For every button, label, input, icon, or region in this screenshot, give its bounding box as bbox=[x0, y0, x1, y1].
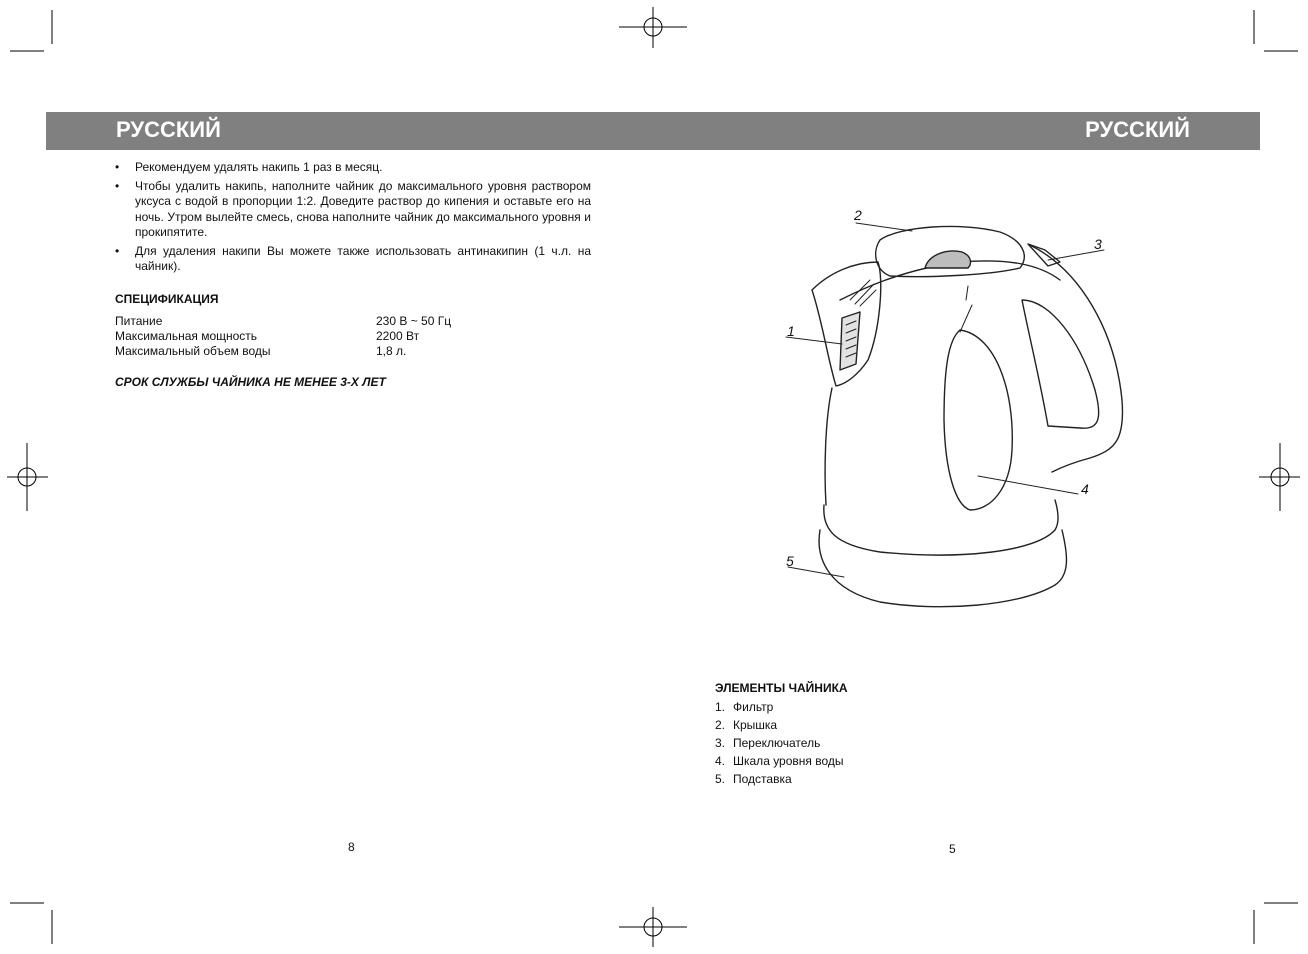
lifetime-note: СРОК СЛУЖБЫ ЧАЙНИКА НЕ МЕНЕЕ 3-Х ЛЕТ bbox=[115, 375, 386, 389]
callout-3: 3 bbox=[1094, 236, 1102, 252]
callout-4: 4 bbox=[1081, 481, 1089, 497]
parts-heading: ЭЛЕМЕНТЫ ЧАЙНИКА bbox=[715, 681, 848, 695]
parts-list bbox=[715, 698, 844, 788]
spec-row bbox=[115, 329, 451, 344]
list-item: • Чтобы удалить накипь, наполните чайник до максимального уровня раствором уксуса с водой в пропорции 1:2. Доведите раствор до кипения и оставьте его на ночь. Утром вылейте смесь, снова наполните чайник до максимального уровня и прокипятите. bbox=[115, 178, 591, 239]
registration-mark-left bbox=[7, 443, 48, 511]
list-item: 3. Переключатель bbox=[715, 736, 821, 750]
spec-value: 1,8 л. bbox=[376, 344, 407, 358]
spec-value: 2200 Вт bbox=[376, 329, 420, 343]
header-title-right: РУССКИЙ bbox=[1085, 117, 1190, 142]
spec-label: Максимальный объем воды bbox=[115, 344, 271, 358]
list-item: • Для удаления накипи Вы можете также использовать антинакипин (1 ч.л. на чайник). bbox=[115, 243, 591, 273]
registration-mark-right bbox=[1259, 443, 1300, 511]
list-item: 5. Подставка bbox=[715, 772, 792, 786]
page-number-left: 8 bbox=[348, 840, 355, 854]
header-title-left: РУССКИЙ bbox=[116, 117, 221, 142]
registration-mark-top bbox=[619, 7, 687, 48]
callout-1: 1 bbox=[787, 323, 795, 339]
spec-label: Питание bbox=[115, 314, 163, 328]
spec-row bbox=[115, 314, 451, 329]
spec-value: 230 В ~ 50 Гц bbox=[376, 314, 452, 328]
spec-row bbox=[115, 344, 451, 359]
list-item: 1. Фильтр bbox=[715, 700, 774, 714]
section-header-bar bbox=[46, 112, 1260, 150]
registration-mark-bottom bbox=[619, 907, 687, 947]
maintenance-bullets bbox=[115, 160, 591, 278]
callout-5: 5 bbox=[786, 553, 794, 569]
list-item: • Рекомендуем удалять накипь 1 раз в месяц. bbox=[115, 160, 383, 174]
list-item: 4. Шкала уровня воды bbox=[715, 754, 844, 768]
callout-2: 2 bbox=[854, 207, 862, 223]
list-item: 2. Крышка bbox=[715, 718, 778, 732]
spec-label: Максимальная мощность bbox=[115, 329, 258, 343]
page-number-right: 5 bbox=[949, 842, 956, 856]
spec-table bbox=[115, 314, 451, 359]
spec-heading: СПЕЦИФИКАЦИЯ bbox=[115, 292, 219, 306]
